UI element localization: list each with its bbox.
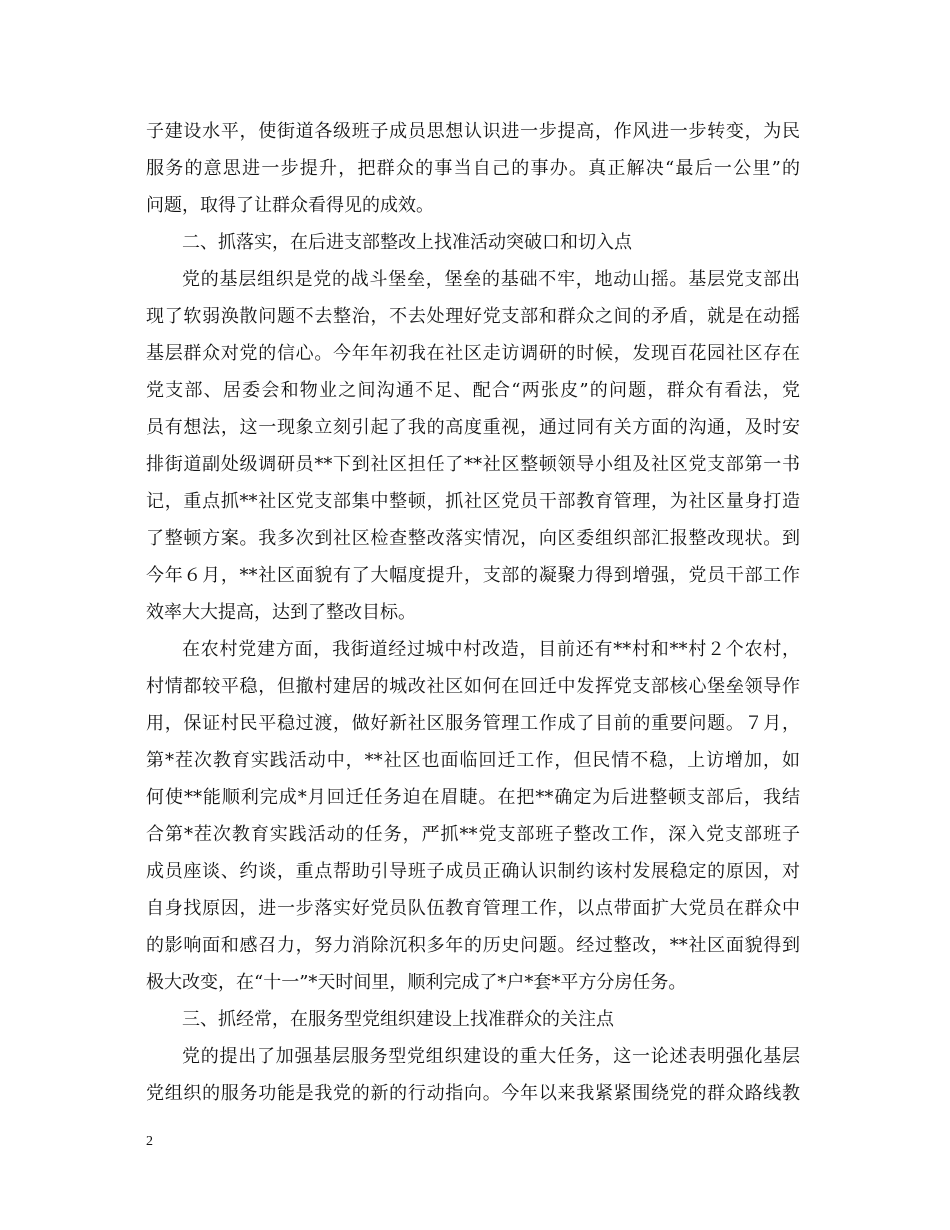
body-text-line: 效率大大提高，达到了整改目标。: [146, 602, 416, 623]
body-text-line: 在农村党建方面，我街道经过城中村改造，目前还有**村和**村２个农村，: [182, 639, 800, 660]
body-text-line: 合第*茬次教育实践活动的任务，严抓**党支部班子整改工作，深入党支部班子: [146, 824, 800, 845]
body-text-line: 党支部、居委会和物业之间沟通不足、配合“两张皮”的问题，群众有看法，党: [146, 380, 800, 401]
body-text-line: 党的提出了加强基层服务型党组织建设的重大任务，这一论述表明强化基层: [182, 1046, 800, 1067]
body-text-line: 成员座谈、约谈，重点帮助引导班子成员正确认识制约该村发展稳定的原因，对: [146, 861, 800, 882]
body-text-line: 子建设水平，使街道各级班子成员思想认识进一步提高，作风进一步转变，为民: [146, 121, 800, 142]
body-text-line: 村情都较平稳，但撤村建居的城改社区如何在回迁中发挥党支部核心堡垒领导作: [146, 676, 800, 697]
body-text-line: 党的基层组织是党的战斗堡垒，堡垒的基础不牢，地动山摇。基层党支部出: [182, 269, 800, 290]
section-heading: 三、抓经常，在服务型党组织建设上找准群众的关注点: [182, 1009, 614, 1030]
body-text-line: 党组织的服务功能是我党的新的行动指向。今年以来我紧紧围绕党的群众路线教: [146, 1083, 800, 1104]
body-text-line: 排街道副处级调研员**下到社区担任了**社区整顿领导小组及社区党支部第一书: [146, 454, 800, 475]
body-text-line: 服务的意思进一步提升，把群众的事当自己的事办。真正解决“最后一公里”的: [146, 158, 800, 179]
body-text-line: 用，保证村民平稳过渡，做好新社区服务管理工作成了目前的重要问题。７月，: [146, 713, 800, 734]
section-heading: 二、抓落实，在后进支部整改上找准活动突破口和切入点: [182, 232, 632, 253]
page-number: 2: [146, 1134, 153, 1149]
body-text-line: 极大改变，在“十一”*天时间里，顺利完成了*户*套*平方分房任务。: [146, 972, 687, 993]
body-text-line: 何使**能顺利完成*月回迁任务迫在眉睫。在把**确定为后进整顿支部后，我结: [146, 787, 800, 808]
body-text-line: 员有想法，这一现象立刻引起了我的高度重视，通过同有关方面的沟通，及时安: [146, 417, 800, 438]
body-text-line: 自身找原因，进一步落实好党员队伍教育管理工作，以点带面扩大党员在群众中: [146, 898, 800, 919]
body-text-line: 基层群众对党的信心。今年年初我在社区走访调研的时候，发现百花园社区存在: [146, 343, 800, 364]
body-text-line: 第*茬次教育实践活动中，**社区也面临回迁工作，但民情不稳，上访增加，如: [146, 750, 800, 771]
body-text-line: 记，重点抓**社区党支部集中整顿，抓社区党员干部教育管理，为社区量身打造: [146, 491, 800, 512]
body-text-line: 今年６月，**社区面貌有了大幅度提升，支部的凝聚力得到增强，党员干部工作: [146, 565, 800, 586]
body-text-line: 现了软弱涣散问题不去整治，不去处理好党支部和群众之间的矛盾，就是在动摇: [146, 306, 800, 327]
body-text-line: 问题，取得了让群众看得见的成效。: [146, 195, 434, 216]
body-text-line: 了整顿方案。我多次到社区检查整改落实情况，向区委组织部汇报整改现状。到: [146, 528, 800, 549]
body-text-line: 的影响面和感召力，努力消除沉积多年的历史问题。经过整改，**社区面貌得到: [146, 935, 800, 956]
